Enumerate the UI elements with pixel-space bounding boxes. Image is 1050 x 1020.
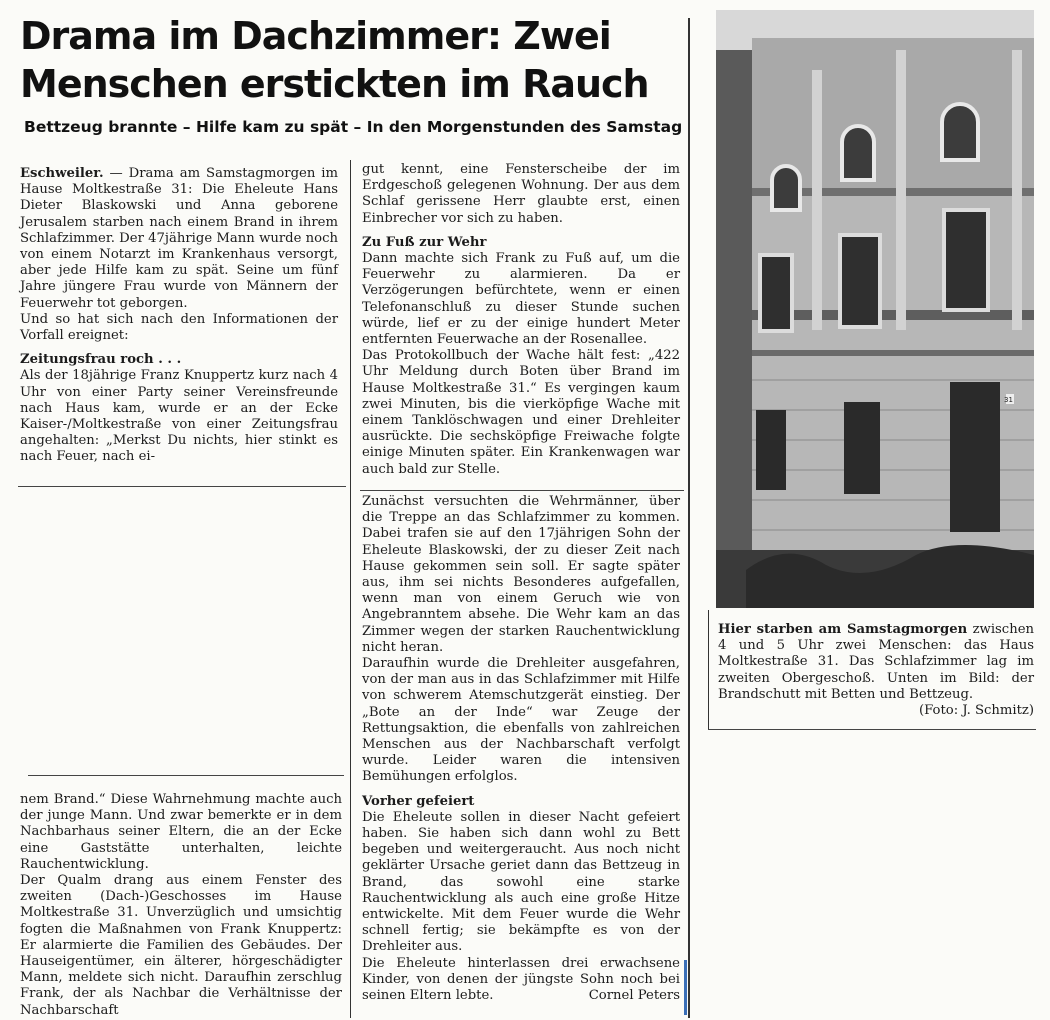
paragraph: Zunächst versuchten die Wehrmänner, über die Treppe an das Schlafzimmer zu kommen. Dabei trafen sie auf den 17jährigen Sohn der Eheleute Blaskowski, der zu dieser Zeit nach Hause gekommen sein soll. Er sagte später aus, ihm sei nichts Besonderes aufgefallen, wenn man von einem Geruch wie von Angebranntem absehe. Die Wehr kam an das Zimmer wegen der starken Rauchentwicklung nicht heran. bbox=[362, 494, 680, 655]
article-column-1-continued bbox=[20, 792, 342, 1019]
section-heading: Zeitungsfrau roch . . . bbox=[20, 352, 182, 368]
paragraph: Die Eheleute sollen in dieser Nacht gefeiert haben. Sie haben sich dann wohl zu Bett begeben und weitergeraucht. Aus noch nicht geklärter Ursache geriet dann das Bettzeug in Brand, das sowohl eine starke Rauchentwicklung als auch eine große Hitze entwickelte. Mit dem Feuer wurde die Wehr schnell fertig; sie bekämpfte es von der Drehleiter aus. bbox=[362, 809, 680, 955]
closing-text: Die Eheleute hinterlassen drei erwachsene Kinder, von denen der jüngste Sohn noch bei seinen Eltern lebte. bbox=[362, 955, 680, 1004]
divider-col2 bbox=[360, 490, 684, 491]
paragraph: Und so hat sich nach den Informationen der Vorfall ereignet: bbox=[20, 311, 338, 344]
article-column-2 bbox=[362, 162, 680, 478]
paragraph bbox=[362, 956, 680, 1005]
divider-col1-bottom bbox=[28, 775, 344, 776]
subheadline: Bettzeug brannte – Hilfe kam zu spät – In den Morgenstunden des Samstag bbox=[24, 118, 683, 136]
headline: Drama im Dachzimmer: Zwei Menschen erstickten im Rauch bbox=[20, 14, 649, 106]
dateline: Eschweiler. bbox=[20, 166, 104, 181]
caption-lead: Hier starben am Samstagmorgen bbox=[718, 622, 968, 637]
building-facade-image bbox=[716, 10, 1034, 608]
article-column-1 bbox=[20, 166, 338, 466]
paragraph: Daraufhin wurde die Drehleiter ausgefahren, von der man aus in das Schlafzimmer mit Hilfe von schwerem Atemschutzgerät einstieg. Der „Bote an der Inde“ war Zeuge der Rettungsaktion, die ebenfalls von zahlreichen Menschen aus der Nachbarschaft verfolgt wurde. Leider waren die intensiven Bemühungen erfolglos. bbox=[362, 656, 680, 785]
caption-text: zwischen 4 und 5 Uhr zwei Menschen: das Haus Moltkestraße 31. Das Schlafzimmer lag im zweiten Obergeschoß. Unten im Bild: der Brandschutt mit Betten und Bettzeug. bbox=[718, 622, 1034, 702]
margin-mark bbox=[684, 960, 687, 1015]
paragraph: Das Protokollbuch der Wache hält fest: „422 Uhr Meldung durch Boten über Brand im Hause Moltkestraße 31.“ Es vergingen kaum zwei Minuten, bis die vierköpfige Wache mit einem Tanklöschwagen und einer Drehleiter ausrückte. Die sechsköpfige Freiwache folgte einige Minuten später. Ein Krankenwagen war auch bald zur Stelle. bbox=[362, 348, 680, 477]
house-number: 31 bbox=[1004, 396, 1013, 404]
caption-box-rule bbox=[708, 610, 709, 730]
paragraph: Der Qualm drang aus einem Fenster des zweiten (Dach-)Geschosses im Hause Moltkestraße 31. Unverzüglich und umsichtig fogten die Maßnahmen von Frank Knuppertz: Er alarmierte die Familien des Gebäudes. Der Hauseigentümer, ein älterer, hörgeschädigter Mann, meldete sich nicht. Daraufhin zerschlug Frank, der als Nachbar die Verhältnisse der Nachbarschaft bbox=[20, 873, 342, 1018]
photo-caption bbox=[718, 622, 1034, 719]
divider-col1-top bbox=[18, 486, 346, 487]
paragraph: nem Brand.“ Diese Wahrnehmung machte auch der junge Mann. Und zwar bemerkte er in dem Nachbarhaus seiner Eltern, die an der Ecke eine Gaststätte unterhalten, leichte Rauchentwicklung. bbox=[20, 792, 342, 872]
section-heading: Zu Fuß zur Wehr bbox=[362, 234, 487, 250]
column-rule-right bbox=[688, 18, 690, 1018]
paragraph: Als der 18jährige Franz Knuppertz kurz nach 4 Uhr von einer Party seiner Vereinsfreunde nach Haus kam, wurde er an der Ecke Kaiser-/Moltkestraße von einer Zeitungsfrau angehalten: „Merkst Du nichts, hier stinkt es nach Feuer, nach ei- bbox=[20, 368, 338, 465]
column-rule-left bbox=[350, 160, 351, 1018]
section-heading: Vorher gefeiert bbox=[362, 793, 475, 809]
author: Cornel Peters bbox=[588, 988, 680, 1004]
lead-paragraph: — Drama am Samstagmorgen im Hause Moltkestraße 31: Die Eheleute Hans Dieter Blaskowski und Anna geborene Jerusalem starben nach einem Brand in ihrem Schlafzimmer. Der 47jährige Mann wurde noch von einem Notarzt im Krankenhaus versorgt, aber jede Hilfe kam zu spät. Seine um fünf Jahre jüngere Frau wurde von Männern der Feuerwehr tot geborgen. bbox=[20, 166, 338, 311]
caption-box-bottom bbox=[708, 729, 1036, 730]
paragraph: Dann machte sich Frank zu Fuß auf, um die Feuerwehr zu alarmieren. Da er Verzögerungen befürchtete, wenn er einen Telefonanschluß zu dieser Stunde suchen würde, lief er zu der einige hundert Meter entfernten Feuerwache an der Rosenallee. bbox=[362, 251, 680, 348]
article-column-2-lower bbox=[362, 494, 680, 1004]
house-photo bbox=[716, 10, 1034, 608]
paragraph: gut kennt, eine Fensterscheibe der im Erdgeschoß gelegenen Wohnung. Der aus dem Schlaf gerissene Herr glaubte erst, einen Einbrecher vor sich zu haben. bbox=[362, 162, 680, 226]
photo-credit: (Foto: J. Schmitz) bbox=[918, 703, 1034, 719]
